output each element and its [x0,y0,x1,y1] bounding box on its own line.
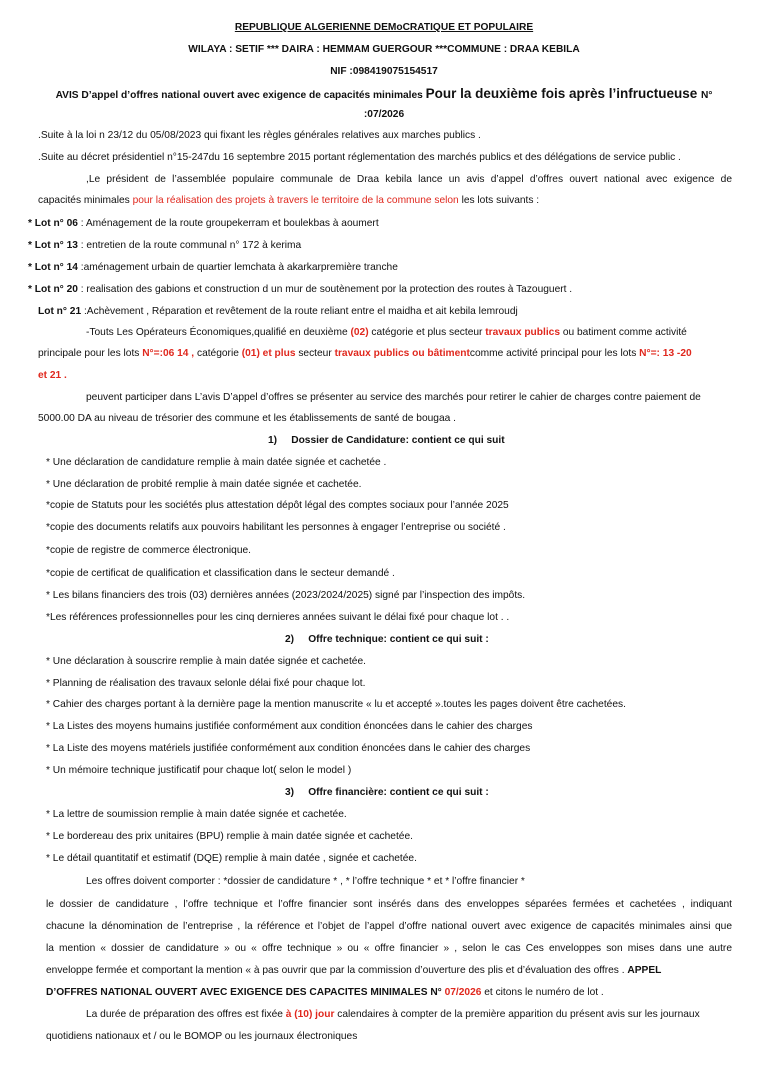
title-part-2: Pour la deuxième fois après l’infructueuse [425,86,701,101]
list-item: * La Listes des moyens humains justifiée conformément aux condition énoncées dans le cahier des charges [46,721,533,732]
notice-number: :07/2026 [363,109,405,120]
section-3-title: 3) Offre financière: contient ce qui suit : [285,787,489,798]
duration-line-1: La durée de préparation des offres est fixée à (10) jour calendaires à compter de la première apparition du présent avis sur les journaux [86,1009,700,1020]
envelope-line-1: le dossier de candidature , l’offre technique et l’offre financier sont insérés dans des enveloppes séparées fermées et cachetées , indiquant [46,899,732,910]
participation-line-1: peuvent participer dans L’avis D’appel d’offres se présenter au service des marchés pour retirer le cahier de charges contre paiement de [86,392,701,403]
list-item: * Un mémoire technique justificatif pour chaque lot( selon le model ) [46,765,352,776]
list-item: *copie de registre de commerce électronique. [46,545,251,556]
duration-line-2: quotidiens nationaux et / ou le BOMOP ou les journaux électroniques [46,1031,358,1042]
section-2-title: 2) Offre technique: contient ce qui suit : [285,634,489,645]
list-item: *Les références professionnelles pour les cinq dernieres années suivant le délai fixé pour chaque lot . . [46,612,510,623]
list-item: * Une déclaration de probité remplie à main datée signée et cachetée. [46,479,362,490]
list-item: * La lettre de soumission remplie à main datée signée et cachetée. [46,809,347,820]
intro-paragraph-line-1: ,Le président de l’assemblée populaire communale de Draa kebila lance un avis d’appel d’offres ouvert national avec exigence de [86,174,732,185]
envelope-line-4: enveloppe fermée et comportant la mention « à pas ouvrir que par la commission d’ouverture des plis et d’évaluation des offres . APPEL [46,965,662,976]
law-reference-1: .Suite à la loi n 23/12 du 05/08/2023 qui fixant les règles générales relatives aux marches publics . [38,130,481,141]
list-item: * Cahier des charges portant à la dernière page la mention manuscrite « lu et accepté ».toutes les pages doivent être cachetées. [46,699,626,710]
participation-line-2: 5000.00 DA au niveau de trésorier des commune et les établissements de santé de bougaa . [38,413,456,424]
list-item: * Une déclaration à souscrire remplie à main datée signée et cachetée. [46,656,366,667]
lot-item: * Lot n° 20 : realisation des gabions et construction d un mur de soutènement por la protection des routes à Tazouguert . [28,284,573,295]
list-item: *copie des documents relatifs aux pouvoirs habilitant les personnes à engager l’entreprise ou société . [46,522,506,533]
title-part-1: AVIS D’appel d’offres national ouvert avec exigence de capacités minimales [55,90,426,101]
lot-item: * Lot n° 13 : entretien de la route communal n° 172 à kerima [28,240,302,251]
intro-paragraph-line-2: capacités minimales pour la réalisation des projets à travers le territoire de la commune selon les lots suivants : [38,195,540,206]
list-item: * Les bilans financiers des trois (03) dernières années (2023/2024/2025) signé par l’inspection des impôts. [46,590,526,601]
lot-item: Lot n° 21 :Achèvement , Réparation et revêtement de la route reliant entre el maidha et ait kebila lemroudj [38,306,518,317]
operators-line-2: principale pour les lots N°=:06 14 , catégorie (01) et plus secteur travaux publics ou bâtimentcomme activité principal pour les lots N°=: 13 -20 [38,348,692,359]
operators-line-1: -Touts Les Opérateurs Économiques,qualifié en deuxième (02) catégorie et plus secteur travaux publics ou batiment comme activité [86,327,687,338]
envelope-line-3: la mention « dossier de candidature » ou « offre technique » ou « offre financier » , selon le cas Ces enveloppes son mises dans une autre [46,943,732,954]
list-item: *copie de Statuts pour les sociétés plus attestation dépôt légal des comptes sociaux pour l’année 2025 [46,500,509,511]
list-item: * Le bordereau des prix unitaires (BPU) remplie à main datée signée et cachetée. [46,831,413,842]
nif-line: NIF :098419075154517 [330,66,438,77]
list-item: * Une déclaration de candidature remplie à main datée signée et cachetée . [46,457,387,468]
intro-highlight: pour la réalisation des projets à travers le territoire de la commune selon [132,195,459,206]
wilaya-line: WILAYA : SETIF *** DAIRA : HEMMAM GUERGOUR ***COMMUNE : DRAA KEBILA [188,44,580,55]
envelope-line-5: D’OFFRES NATIONAL OUVERT AVEC EXIGENCE DES CAPACITES MINIMALES N° 07/2026 et citons le numéro de lot . [46,987,604,998]
offers-composition: Les offres doivent comporter : *dossier de candidature * , * l’offre technique * et * l’offre financier * [86,876,525,887]
lot-item: * Lot n° 14 :aménagement urbain de quartier lemchata à akarkarpremière tranche [28,262,398,273]
list-item: * Le détail quantitatif et estimatif (DQE) remplie à main datée , signée et cachetée. [46,853,417,864]
title-part-3: N° [701,90,713,101]
envelope-line-2: chacune la dénomination de l’entreprise , la référence et l’objet de l’appel d’offre national ouvert avec exigence de capacités minimales ainsi que [46,921,732,932]
law-reference-2: .Suite au décret présidentiel n°15-247du 16 septembre 2015 portant réglementation des marchés publics et des délégations de service public . [38,152,681,163]
notice-title [0,86,768,103]
lot-item: * Lot n° 06 : Aménagement de la route groupekerram et boulekbas à aoumert [28,218,379,229]
republic-heading: REPUBLIQUE ALGERIENNE DEMoCRATIQUE ET POPULAIRE [234,22,534,33]
list-item: * La Liste des moyens matériels justifiée conformément aux condition énoncées dans le cahier des charges [46,743,531,754]
list-item: * Planning de réalisation des travaux selonle délai fixé pour chaque lot. [46,678,366,689]
operators-line-3: et 21 . [38,370,67,381]
list-item: *copie de certificat de qualification et classification dans le secteur demandé . [46,568,395,579]
section-1-title: 1) Dossier de Candidature: contient ce qui suit [268,435,505,446]
